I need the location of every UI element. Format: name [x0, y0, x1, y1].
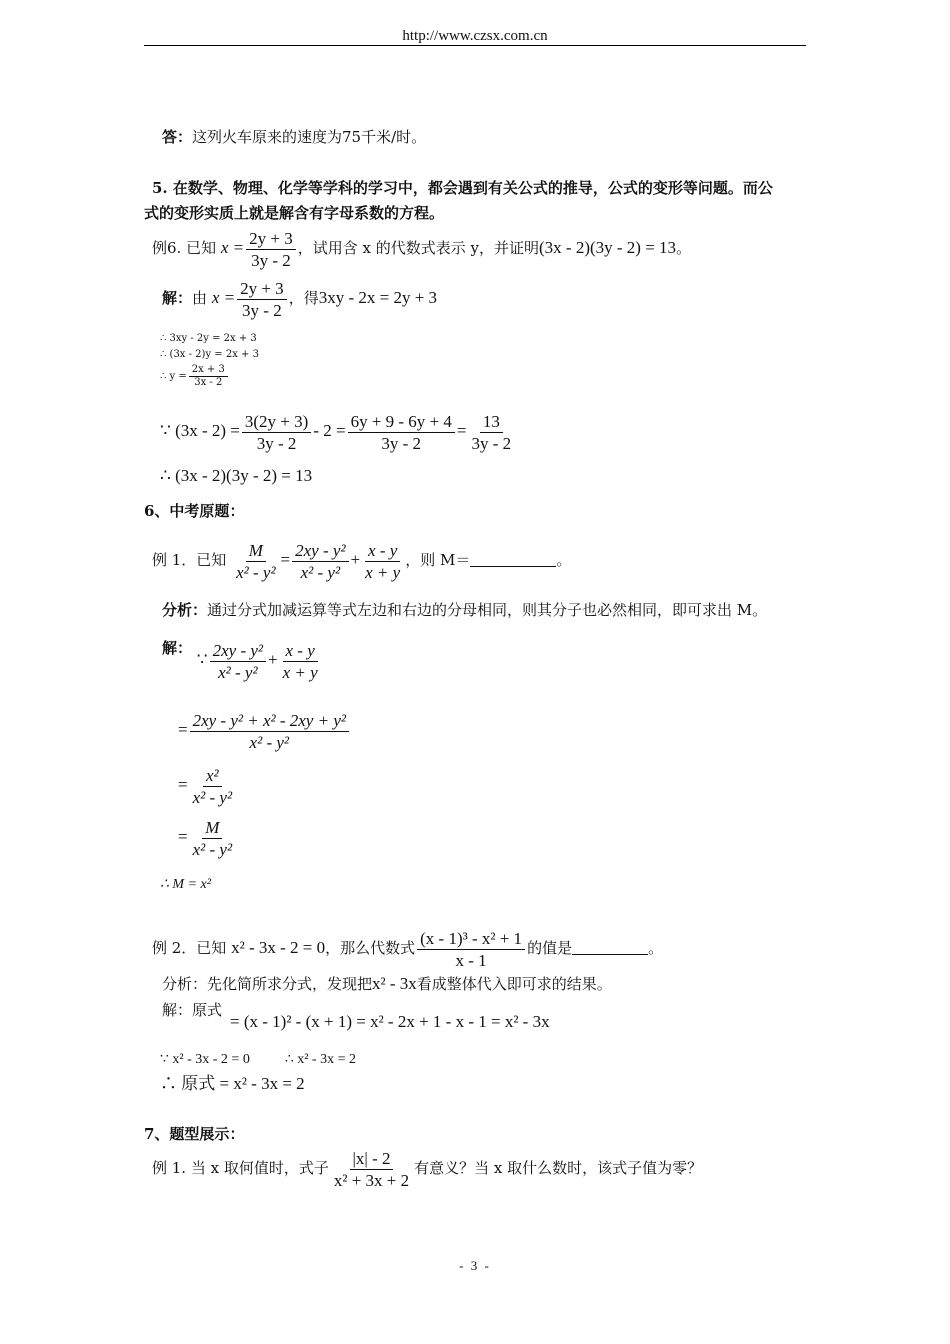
fraction-numerator: (x - 1)³ - x² + 1: [417, 929, 525, 950]
fraction-denominator: 3y - 2: [471, 433, 512, 453]
section5-line2: 式的变形实质上就是解含有字母系数的方程。: [144, 204, 445, 222]
analysis2-line: [162, 974, 612, 994]
solution6-conclusion: ∴ (3x - 2)(3y - 2) = 13: [160, 466, 313, 485]
solution1-fraction-c: [190, 711, 349, 752]
answer-text: 这列火车原来的速度为75千米/时。: [192, 128, 427, 146]
solution6-because-line: [160, 410, 516, 453]
example7-1-suffix: 有意义？当 x 取什么数时，该式子值为零？: [414, 1159, 703, 1177]
fraction-numerator: 2y + 3: [246, 229, 296, 250]
analysis1-label: 分析：: [162, 601, 208, 619]
example1-prefix: 例 1．已知: [152, 551, 227, 569]
solution1-plus: +: [268, 650, 278, 669]
solution1-step-d: [178, 763, 237, 807]
solution1-line: [162, 638, 323, 682]
example2-val: 的值是: [527, 939, 573, 957]
analysis2-expr: x² - 3x: [372, 974, 417, 993]
example6-prefix: 例6. 已知: [152, 239, 217, 257]
fraction-denominator: 3x - 2: [194, 377, 223, 388]
example6-line: [152, 228, 691, 270]
example7-1-prefix: 例 1. 当 x 取何值时，式子: [152, 1159, 329, 1177]
example1-line: [152, 538, 571, 582]
fraction-denominator: x² - y²: [218, 662, 258, 682]
example1-plus: +: [350, 550, 361, 569]
solution6-step2: ∴ (3x - 2)y = 2x + 3: [160, 349, 259, 360]
fraction-numerator: 6y + 9 - 6y + 4: [348, 412, 455, 433]
fraction-denominator: 3y - 2: [381, 433, 422, 453]
because-lhs: ∵ (3x - 2) =: [160, 421, 240, 440]
fraction-numerator: x²: [203, 766, 222, 787]
step-eq: =: [178, 775, 188, 794]
fraction-numerator: x - y: [283, 641, 318, 662]
header-rule: [144, 45, 806, 46]
fraction-numerator: x - y: [365, 541, 400, 562]
analysis2-prefix: 分析：先化简所求分式，发现把: [162, 975, 373, 993]
fraction-denominator: x - 1: [455, 950, 487, 970]
solution1-fraction-d: [190, 766, 235, 807]
solution6-get: ，得: [288, 289, 319, 307]
fraction-numerator: 2xy - y²: [210, 641, 266, 662]
solution6-from: 由: [192, 289, 208, 307]
example2-line: [152, 926, 663, 970]
solution2-therefore: ∴ x² - 3x = 2: [284, 1052, 356, 1067]
fraction-numerator: 2xy - y² + x² - 2xy + y²: [190, 711, 349, 732]
solution1-fraction-b: [280, 641, 321, 682]
because-minus2: - 2 =: [313, 421, 346, 440]
fraction-denominator: x² - y²: [236, 562, 276, 582]
example6-middle: ，试用含 x 的代数式表示 y，并证明: [297, 239, 539, 257]
answer-line: [162, 127, 426, 147]
example1-fraction-a: [292, 541, 348, 582]
solution6-step3: [160, 365, 230, 388]
solution2-because-line: [160, 1050, 356, 1070]
fraction-denominator: x² - y²: [300, 562, 341, 582]
fraction-denominator: x² + 3x + 2: [333, 1170, 410, 1190]
header-url: http://www.czsx.com.cn: [402, 28, 548, 44]
analysis1-text: 通过分式加减运算等式左边和右边的分母相同，则其分子也必然相同，即可求出 M。: [207, 601, 768, 619]
solution1-result: ∴ M = x²: [160, 877, 211, 892]
solution6-label: 解：: [162, 289, 193, 307]
example6-fraction: [246, 229, 296, 270]
example2-prefix: 例 2．已知: [152, 939, 227, 957]
example2-condition: x² - 3x - 2 = 0: [231, 938, 326, 957]
fraction-numerator: |x| - 2: [350, 1149, 394, 1170]
solution1-because: ∵: [196, 650, 208, 669]
fraction-denominator: x + y: [282, 662, 318, 682]
example1-fraction-b: [362, 541, 403, 582]
example2-mid: ，那么代数式: [325, 939, 416, 957]
fraction-numerator: M: [202, 818, 222, 839]
example1-fraction-m: [233, 541, 278, 582]
solution2-result: ∴ 原式 = x² - 3x = 2: [160, 1074, 305, 1093]
solution6-fraction: [237, 279, 287, 320]
solution1-step-e: [178, 815, 237, 859]
step-eq: =: [178, 827, 188, 846]
solution2-label: 解：原式: [162, 1001, 223, 1019]
answer-blank: [470, 552, 556, 567]
example1-end: 。: [556, 551, 572, 569]
example1-then: ，则 M＝: [405, 551, 471, 569]
fraction-denominator: x² - y²: [192, 787, 233, 807]
because-fraction2: [348, 412, 455, 453]
example6-claim: (3x - 2)(3y - 2) = 13: [539, 238, 677, 257]
fraction-numerator: 13: [480, 412, 503, 433]
page-number: - 3 -: [459, 1258, 491, 1273]
solution1-fraction-e: [190, 818, 235, 859]
fraction-numerator: 2x + 3: [189, 365, 228, 377]
fraction-numerator: 2y + 3: [237, 279, 287, 300]
fraction-numerator: M: [246, 541, 266, 562]
because-fraction1: [242, 412, 311, 453]
step3-lhs: ∴ y =: [160, 371, 187, 382]
example7-1-line: [152, 1146, 702, 1190]
solution6-line: [162, 278, 437, 320]
step-eq: =: [178, 720, 188, 739]
answer-blank: [572, 940, 648, 955]
example6-lhs: x =: [220, 238, 245, 257]
example2-fraction: [417, 929, 525, 970]
fraction-denominator: 3y - 2: [256, 433, 297, 453]
example2-end: 。: [648, 939, 664, 957]
example6-end: 。: [676, 239, 692, 257]
because-fraction3: [469, 412, 515, 453]
fraction-denominator: 3y - 2: [251, 250, 291, 270]
solution6-equation: 3xy - 2x = 2y + 3: [318, 288, 438, 307]
section5-line1: 5. 在数学、物理、化学等学科的学习中，都会遇到有关公式的推导，公式的变形等问题。而公: [152, 179, 773, 197]
solution1-step-c: [178, 708, 351, 752]
solution2-expression: = (x - 1)² - (x + 1) = x² - 2x + 1 - x - 1 = x² - 3x: [230, 1012, 550, 1031]
example1-eq: =: [280, 550, 291, 569]
example7-1-fraction: [331, 1149, 412, 1190]
fraction-denominator: 3y - 2: [242, 300, 282, 320]
step3-fraction: [189, 365, 228, 388]
fraction-numerator: 3(2y + 3): [242, 412, 311, 433]
solution1-label: 解：: [162, 639, 193, 657]
fraction-denominator: x² - y²: [192, 839, 233, 859]
section6-title: 6、中考原题：: [144, 502, 245, 520]
answer-label: 答：: [162, 128, 193, 146]
fraction-denominator: x + y: [365, 562, 401, 582]
analysis2-suffix: 看成整体代入即可求的结果。: [416, 975, 612, 993]
solution1-fraction-a: [210, 641, 266, 682]
analysis1-line: [162, 600, 767, 620]
because-eq: =: [456, 421, 467, 440]
solution2-because: ∵ x² - 3x - 2 = 0: [160, 1052, 250, 1067]
solution6-step1: ∴ 3xy - 2y = 2x + 3: [160, 333, 257, 344]
fraction-numerator: 2xy - y²: [292, 541, 348, 562]
section7-title: 7、题型展示：: [144, 1125, 245, 1143]
fraction-denominator: x² - y²: [249, 732, 289, 752]
solution6-lhs: x =: [211, 288, 236, 307]
